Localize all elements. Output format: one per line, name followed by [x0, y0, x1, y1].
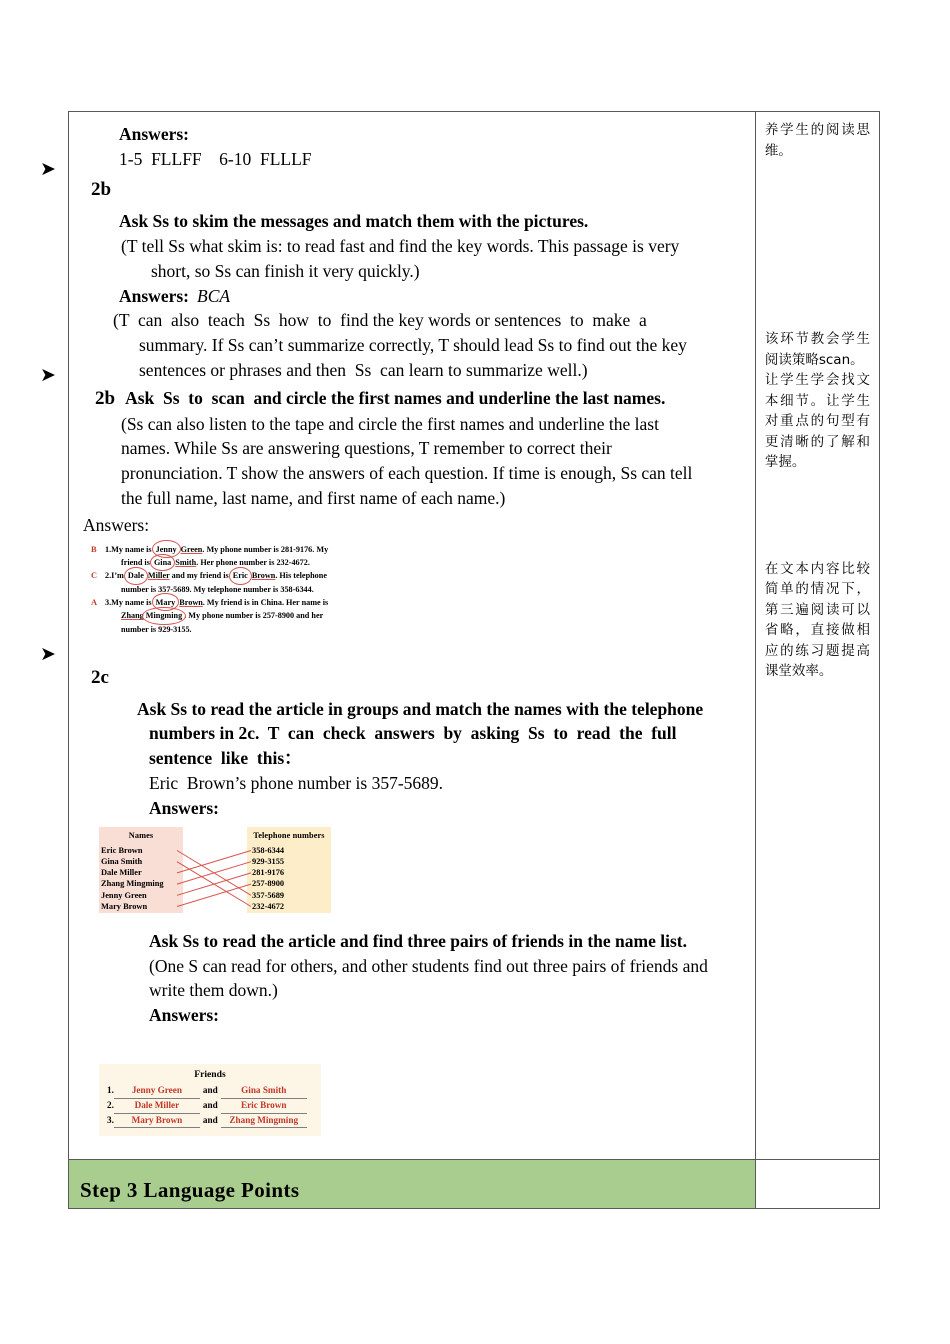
example-sentence: Eric Brown’s phone number is 357-5689. — [149, 773, 444, 794]
message-3-circled-first-name: Mary — [154, 596, 178, 609]
friend-pair-number: 2. — [107, 1099, 114, 1110]
answers-label-2: Answers: — [119, 285, 189, 306]
friend-name-left: Jenny Green — [114, 1084, 200, 1099]
message-line-3b — [91, 609, 323, 622]
friend-conjunction: and — [202, 1099, 218, 1110]
numbers-header: Telephone numbers — [253, 830, 325, 840]
number-entry: 357-5689 — [252, 890, 285, 900]
message-row-3-cont2 — [91, 623, 381, 636]
friend-name-right: Eric Brown — [221, 1099, 307, 1114]
match-line — [177, 873, 251, 895]
banner-title: Step 3 Language Points — [80, 1177, 300, 1202]
match-line — [177, 850, 251, 872]
message-2-pre: I’m — [111, 571, 126, 581]
names-header: Names — [128, 830, 154, 840]
name-entry: Dale Miller — [101, 868, 142, 878]
message-1b-post: . Her phone number is 232-4672. — [196, 558, 310, 568]
friend-pair-number: 1. — [107, 1085, 114, 1096]
message-2-underlined-last-name: Miller — [147, 571, 170, 581]
answers-value-1: 1-5 FLLFF 6-10 FLLLF — [119, 148, 312, 169]
message-row-3-cont — [91, 609, 381, 622]
answers-label-1: Answers: — [119, 124, 189, 144]
name-entry: Mary Brown — [101, 901, 148, 911]
friend-name-left: Dale Miller — [114, 1099, 200, 1114]
note-spacer-a — [765, 161, 870, 329]
number-entry: 281-9176 — [252, 868, 285, 878]
friend-name-right: Zhang Mingming — [221, 1114, 307, 1129]
match-line — [177, 861, 251, 883]
note-spacer-b — [765, 473, 870, 559]
task-2c-line1: Ask Ss to read the article in groups and match the names with the telephone — [137, 698, 704, 719]
name-entry: Eric Brown — [101, 845, 143, 855]
task-find-friends: Ask Ss to read the article and find three pairs of friends in the name list. — [149, 930, 687, 951]
note-2b-scan-line1: (Ss can also listen to the tape and circle the first names and underline the last — [121, 413, 659, 434]
answers-2-row — [81, 284, 743, 309]
task-2c-line2: numbers in 2c. T can check answers by asking Ss to read the full — [149, 723, 677, 744]
number-entry: 257-8900 — [252, 879, 285, 889]
note-friends-line1: (One S can read for others, and other students find out three pairs of friends and — [149, 955, 708, 976]
message-3-pre: My name is — [111, 597, 154, 607]
note-2a: 该环节教会学生阅读策略scan。 — [764, 331, 870, 368]
friend-name-right: Gina Smith — [221, 1084, 307, 1099]
friends-header: Friends — [194, 1069, 226, 1081]
message-3b-post: . My phone number is 257-8900 and her — [184, 611, 324, 621]
message-letter-3: A — [91, 597, 98, 607]
answers-label-5: Answers: — [149, 1005, 219, 1026]
message-row-1 — [91, 543, 381, 556]
message-line-3c: number is 929-3155. — [121, 624, 192, 634]
match-line — [177, 884, 251, 906]
task-2b-scan: Ask Ss to scan and circle the first names and underline the last names. — [125, 387, 666, 408]
message-3-circled-first-name-b: Mingming — [144, 609, 184, 622]
name-entry: Jenny Green — [101, 890, 147, 900]
note-2b-scan-line3: pronunciation. T show the answers of each question. If time is enough, Ss can tell — [121, 463, 693, 484]
note-2b-skim-line1: (T tell Ss what skim is: to read fast and find the key words. This passage is very — [121, 235, 680, 256]
message-3-underlined-last-name: Brown — [179, 597, 203, 607]
banner-note-cell — [755, 1160, 879, 1209]
number-entry: 232-4672 — [252, 901, 285, 911]
message-2-circled-first-name: Dale — [126, 569, 146, 582]
note-3: 在文本内容比较简单的情况下，第三遍阅读可以省略，直接做相应的练习题提高课堂效率。 — [764, 560, 870, 680]
message-3-post: . My friend is in China. Her name is — [202, 597, 329, 607]
message-line-1b — [91, 556, 310, 569]
answers-label-3: Answers: — [83, 515, 150, 535]
message-1b-circled-first-name: Gina — [152, 556, 173, 569]
friend-pair-number: 3. — [107, 1114, 114, 1125]
message-2-post3: . His telephone — [275, 571, 327, 581]
note-2b-scan-line4: the full name, last name, and first name of each name.) — [121, 488, 506, 509]
message-row-3 — [91, 596, 381, 609]
message-1b-underlined-last-name: Smith — [175, 558, 197, 568]
note-1: 养学生的阅读思维。 — [764, 122, 870, 159]
message-row-2 — [91, 569, 381, 582]
note-friends-line2: write them down.) — [149, 980, 278, 1001]
main-content — [69, 112, 755, 1159]
friend-conjunction: and — [202, 1114, 218, 1125]
number-entry: 929-3155 — [252, 856, 285, 866]
message-line-2b: number is 357-5689. My telephone number is 358-6344. — [121, 584, 314, 594]
name-entry: Gina Smith — [101, 856, 143, 866]
message-1-circled-first-name: Jenny — [154, 543, 179, 556]
section-label-2c: 2c — [91, 666, 109, 688]
message-1-underlined-last-name: Green — [180, 544, 203, 554]
note-summary-line1: (T can also teach Ss how to find the key words or sentences to make a — [113, 310, 647, 331]
friend-conjunction: and — [202, 1085, 218, 1096]
note-summary-line3: sentences or phrases and then Ss can learn to summarize well.) — [139, 360, 588, 381]
bullet-arrow-2b-1: ➤ — [40, 158, 56, 180]
banner-cell — [69, 1160, 756, 1209]
bullet-arrow-2b-2: ➤ — [40, 364, 56, 386]
message-1-pre: My name is — [111, 544, 154, 554]
note-2b-skim-line2: short, so Ss can finish it very quickly.) — [151, 260, 420, 281]
note-2b-scan-line2: names. While Ss are answering questions, T remember to correct their — [121, 438, 612, 459]
message-1-post: . My phone number is 281-9176. My — [202, 544, 329, 554]
friend-name-left: Mary Brown — [114, 1114, 200, 1129]
task-2b-skim: Ask Ss to skim the messages and match them with the pictures. — [119, 211, 589, 232]
task-2c-line3: sentence like this： — [149, 748, 302, 769]
note-2b: 让学生学会找文本细节。让学生对重点的句型有更清晰的了解和掌握。 — [764, 372, 870, 471]
message-row-2-cont — [91, 583, 381, 596]
notes-column-cell — [755, 112, 879, 1160]
number-entry: 358-6344 — [252, 845, 285, 855]
message-3-underlined-last-name-b: Zhang — [121, 611, 144, 621]
friend-pair-row — [99, 1114, 321, 1129]
message-1b-pre: friend is — [121, 558, 152, 568]
message-number-1: 1. — [105, 544, 112, 554]
message-2-post: and my friend is — [169, 571, 231, 581]
section-label-2b-first: 2b — [91, 179, 112, 201]
message-letter-1: B — [91, 544, 97, 554]
friends-figure — [99, 1064, 321, 1136]
matching-figure — [99, 827, 331, 913]
message-number-2: 2. — [105, 571, 112, 581]
bullet-arrow-2c: ➤ — [40, 643, 56, 665]
message-line-3a — [91, 596, 328, 609]
numbers-list — [252, 845, 284, 912]
names-list — [101, 845, 164, 912]
answers-value-2: BCA — [197, 285, 231, 306]
messages-figure — [91, 543, 381, 636]
message-number-3: 3. — [105, 597, 112, 607]
friend-pair-row — [99, 1099, 321, 1114]
task-2b-scan-row — [81, 383, 743, 412]
message-2-circled-first-name-b: Eric — [231, 569, 250, 582]
friends-rows — [99, 1084, 321, 1128]
message-letter-2: C — [91, 571, 98, 581]
message-2-underlined-last-name-b: Brown — [251, 571, 276, 581]
message-line-2a — [91, 569, 327, 582]
name-entry: Zhang Mingming — [101, 879, 164, 889]
banner-row — [69, 1160, 880, 1209]
section-label-2b-second: 2b — [95, 387, 116, 409]
content-row — [69, 112, 880, 1160]
message-line-1a — [91, 543, 328, 556]
answers-label-4: Answers: — [149, 797, 219, 818]
friend-pair-row — [99, 1084, 321, 1099]
note-summary-line2: summary. If Ss can’t summarize correctly, T should lead Ss to find out the key — [139, 335, 687, 356]
main-content-cell — [69, 112, 756, 1160]
lesson-plan-table — [68, 111, 880, 1209]
